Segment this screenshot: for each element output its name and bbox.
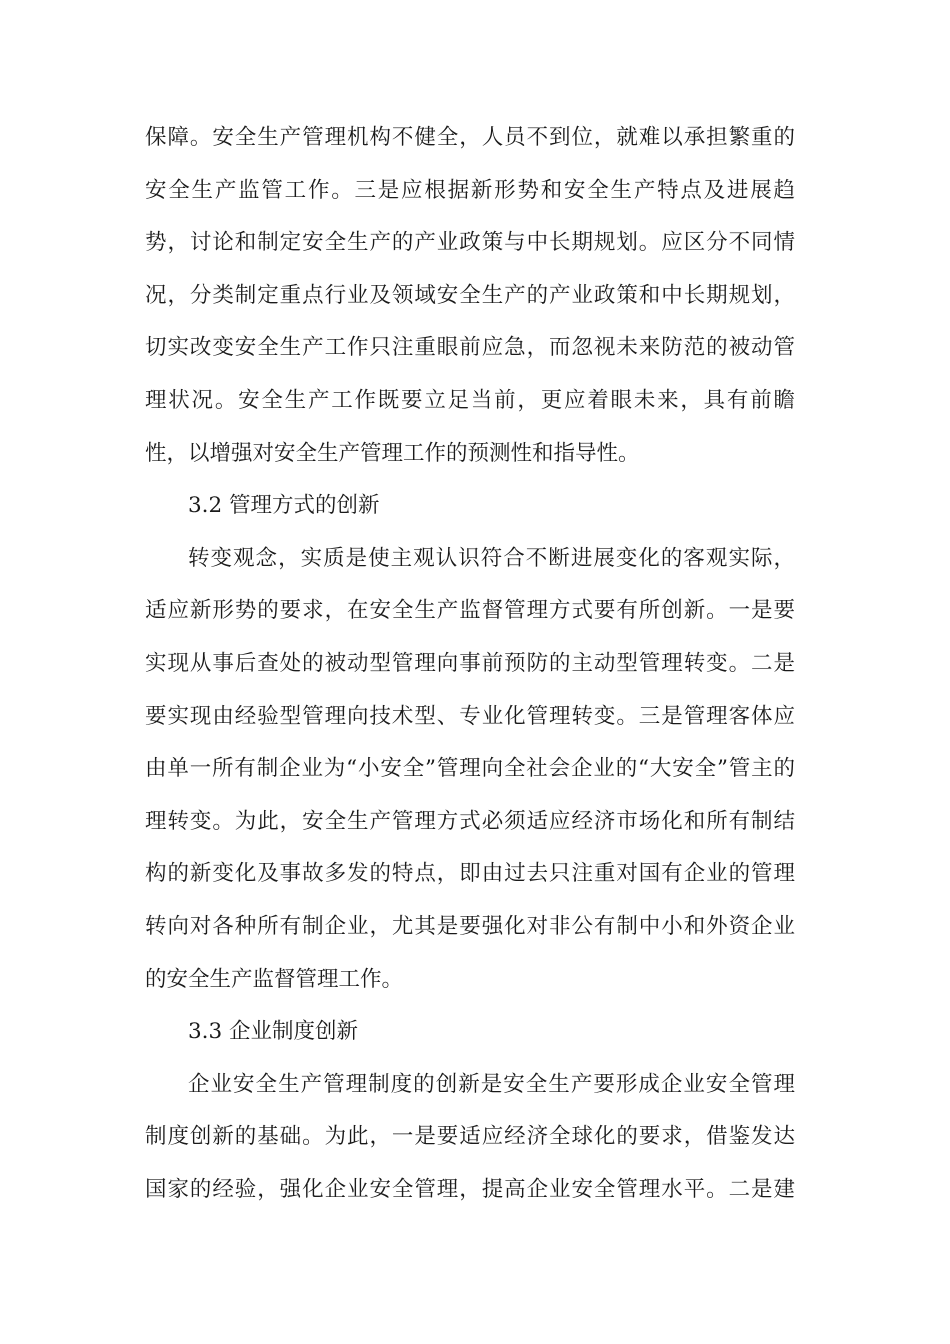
text-line: 理转变。为此，安全生产管理方式必须适应经济市场化和所有制结 — [145, 808, 795, 834]
document-page — [145, 112, 795, 1216]
section-heading — [145, 480, 795, 533]
text-line: 企业安全生产管理制度的创新是安全生产要形成企业安全管理 — [188, 1071, 795, 1097]
text-line: 势，讨论和制定安全生产的产业政策与中长期规划。应区分不同情 — [145, 230, 795, 256]
text-line: 况，分类制定重点行业及领域安全生产的产业政策和中长期规划， — [145, 282, 795, 308]
text-line: 国家的经验，强化企业安全管理，提高企业安全管理水平。二是建 — [145, 1176, 795, 1202]
text-line: 转向对各种所有制企业，尤其是要强化对非公有制中小和外资企业 — [145, 913, 795, 939]
body-paragraph — [145, 533, 795, 1006]
text-line: 构的新变化及事故多发的特点，即由过去只注重对国有企业的管理 — [145, 861, 795, 887]
text-line: 由单一所有制企业为“小安全”管理向全社会企业的“大安全”管主的 — [145, 756, 795, 782]
text-line: 实现从事后查处的被动型管理向事前预防的主动型管理转变。二是 — [145, 650, 795, 676]
text-line: 理状况。安全生产工作既要立足当前，更应着眼未来，具有前瞻 — [145, 387, 795, 413]
text-line: 适应新形势的要求，在安全生产监督管理方式要有所创新。一是要 — [145, 598, 795, 624]
section-heading-text: 3.2 管理方式的创新 — [188, 493, 380, 519]
body-paragraph — [145, 1059, 795, 1217]
section-heading — [145, 1006, 795, 1059]
text-line: 转变观念，实质是使主观认识符合不断进展变化的客观实际， — [188, 545, 795, 571]
text-line: 的安全生产监督管理工作。 — [145, 966, 404, 992]
text-line: 制度创新的基础。为此，一是要适应经济全球化的要求，借鉴发达 — [145, 1124, 795, 1150]
text-line: 切实改变安全生产工作只注重眼前应急，而忽视未来防范的被动管 — [145, 335, 795, 361]
text-line: 安全生产监管工作。三是应根据新形势和安全生产特点及进展趋 — [145, 177, 795, 203]
text-line: 性，以增强对安全生产管理工作的预测性和指导性。 — [145, 440, 640, 466]
section-heading-text: 3.3 企业制度创新 — [188, 1019, 359, 1045]
text-line: 要实现由经验型管理向技术型、专业化管理转变。三是管理客体应 — [145, 703, 795, 729]
text-line: 保障。安全生产管理机构不健全，人员不到位，就难以承担繁重的 — [145, 125, 795, 150]
body-paragraph — [145, 112, 795, 480]
